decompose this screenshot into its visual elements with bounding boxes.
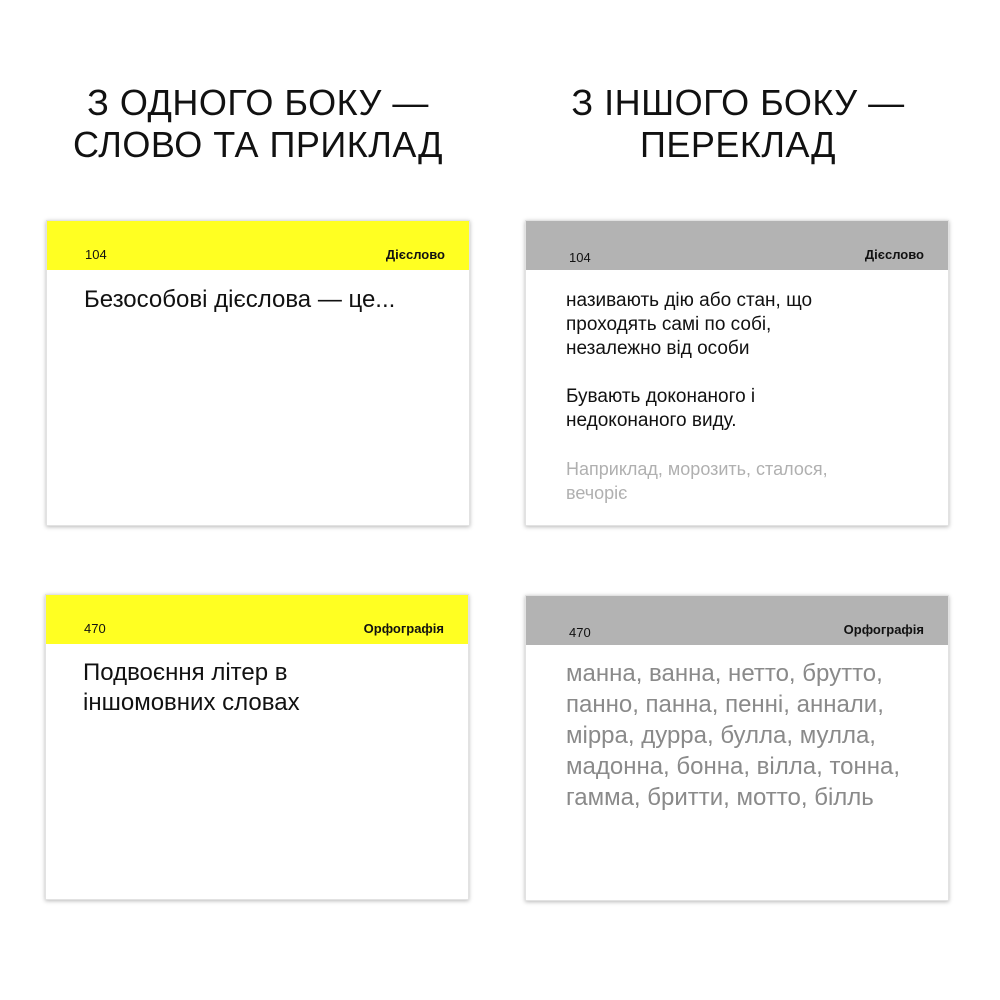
heading-front-side — [38, 82, 478, 166]
card-body — [83, 658, 448, 718]
example-line: вечоріє — [566, 483, 628, 503]
card-category: Дієслово — [864, 247, 924, 262]
heading-front-line-1: З ОДНОГО БОКУ — — [87, 82, 429, 123]
definition-line: називають дію або стан, що — [566, 290, 813, 311]
word-list-line: гамма, бритти, мотто, білль — [566, 784, 874, 811]
card-header-back — [526, 596, 948, 645]
heading-back-line-2: ПЕРЕКЛАД — [639, 124, 837, 165]
flashcard-back-104 — [525, 220, 949, 526]
card-number: 104 — [85, 247, 107, 262]
word-list-line: мірра, дурра, булла, мулла, — [566, 722, 876, 749]
card-term-line: Подвоєння літер в — [83, 659, 288, 686]
note-line: недоконаного виду. — [566, 410, 737, 431]
note-line: Бувають доконаного і — [566, 386, 756, 407]
card-category: Орфографія — [843, 622, 924, 637]
card-body — [566, 658, 928, 813]
card-term-line: іншомовних словах — [83, 689, 300, 716]
heading-front-line-2: СЛОВО ТА ПРИКЛАД — [72, 124, 443, 165]
heading-back-side — [518, 82, 958, 166]
card-number: 104 — [569, 250, 591, 265]
flashcard-front-470 — [45, 594, 469, 900]
word-list-line: манна, ванна, нетто, брутто, — [566, 660, 883, 687]
flashcard-back-470 — [525, 595, 949, 901]
word-list-line: мадонна, бонна, вілла, тонна, — [566, 753, 901, 780]
example-line: Наприклад, морозить, сталося, — [566, 459, 828, 479]
heading-back-line-1: З ІНШОГО БОКУ — — [571, 82, 905, 123]
card-body — [566, 289, 928, 505]
definition-line: проходять самі по собі, — [566, 314, 772, 335]
card-category: Орфографія — [363, 621, 444, 636]
card-header-back — [526, 221, 948, 270]
card-header-front — [47, 221, 469, 270]
definition-line: незалежно від особи — [566, 338, 750, 359]
card-number: 470 — [569, 625, 591, 640]
card-body — [84, 285, 449, 315]
card-header-front — [46, 595, 468, 644]
word-list-line: панно, панна, пенні, аннали, — [566, 691, 884, 718]
card-term: Безособові дієслова — це... — [84, 286, 396, 313]
card-number: 470 — [84, 621, 106, 636]
card-category: Дієслово — [385, 247, 445, 262]
flashcard-front-104 — [46, 220, 470, 526]
